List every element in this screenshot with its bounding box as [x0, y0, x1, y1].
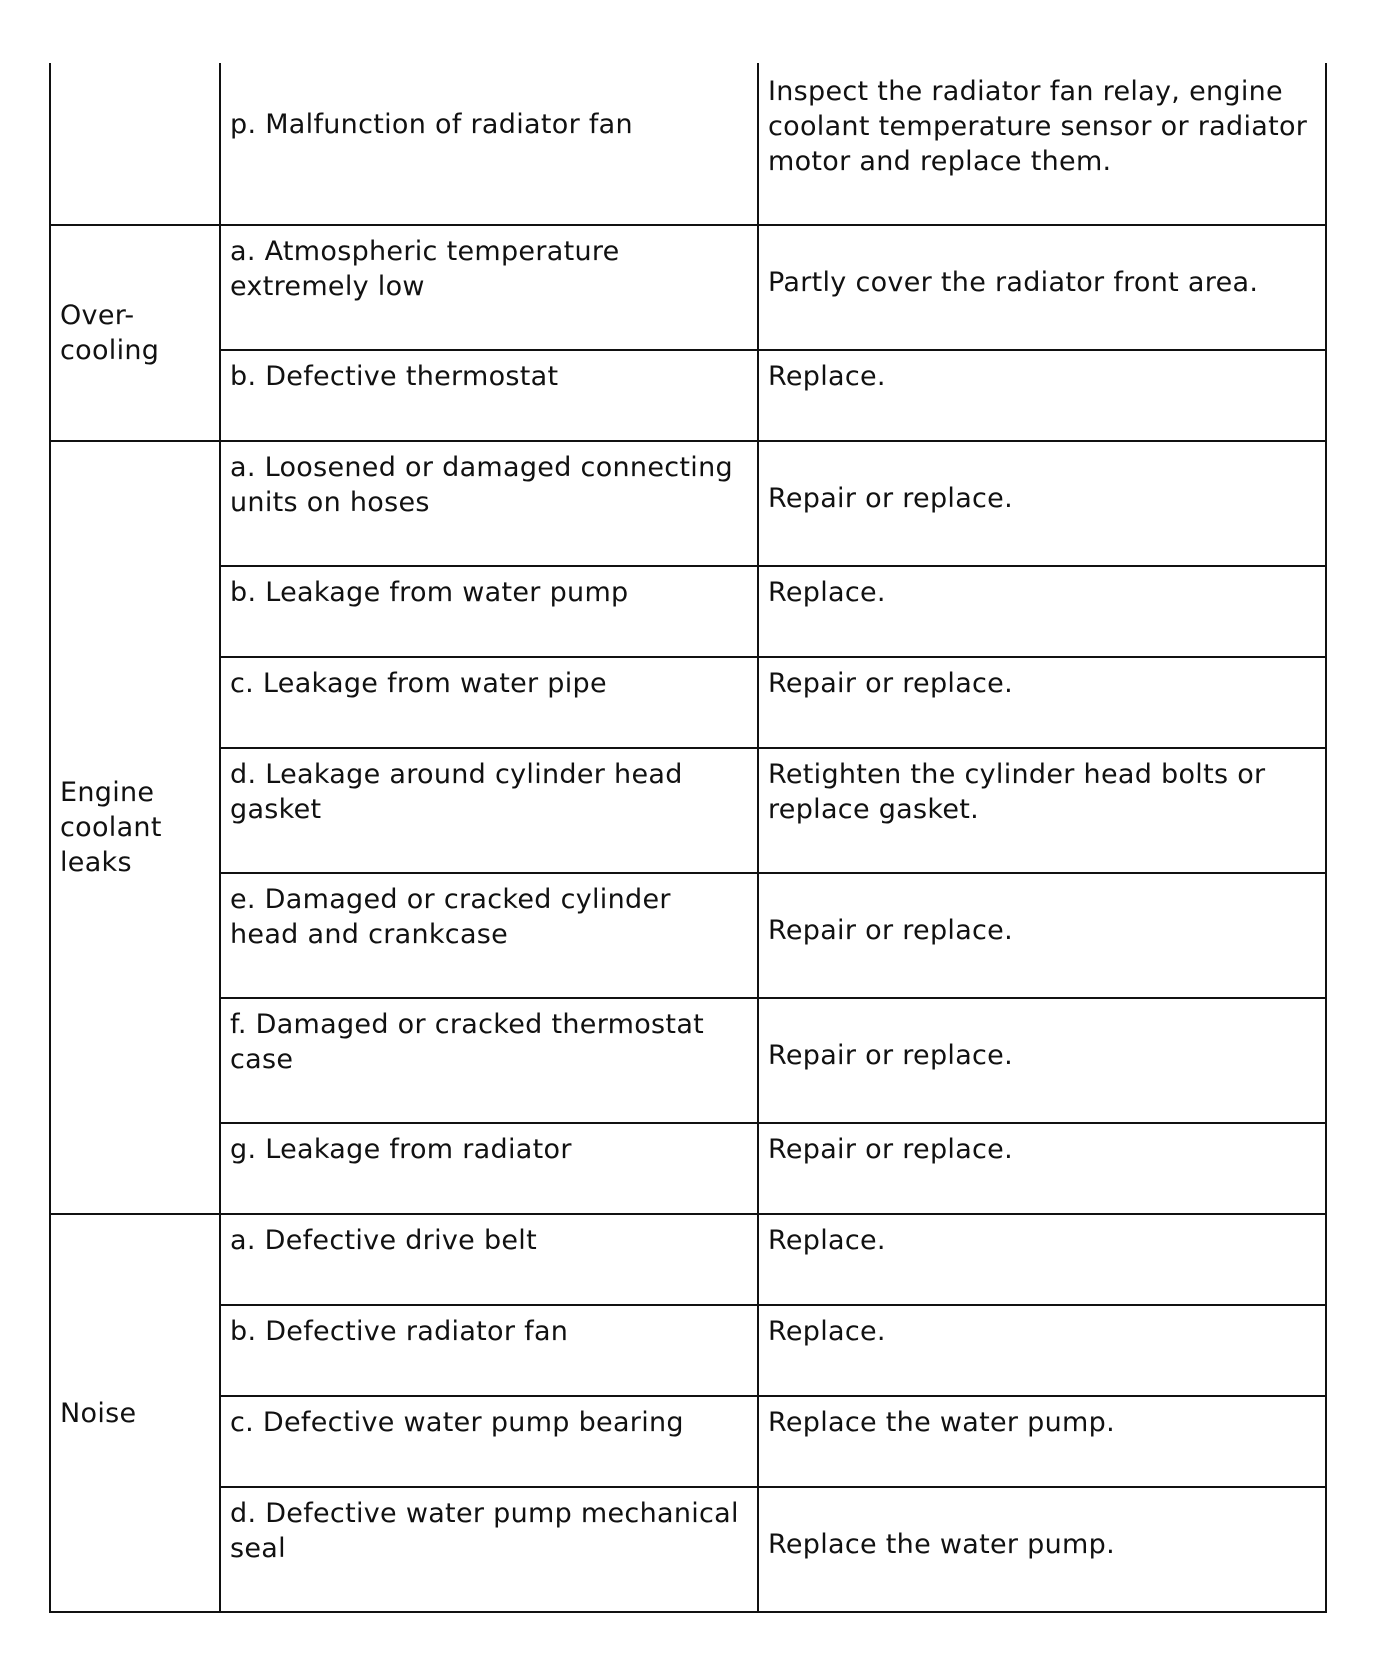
cause-cell: g. Leakage from radiator [220, 1123, 758, 1214]
remedy-cell: Repair or replace. [758, 657, 1326, 748]
cause-cell: p. Malfunction of radiator fan [220, 63, 758, 225]
remedy-cell: Replace the water pump. [758, 1487, 1326, 1612]
cause-cell: a. Atmospheric temperature extremely low [220, 225, 758, 350]
table-row [50, 1123, 1326, 1214]
table-row [50, 1487, 1326, 1612]
table-row [50, 1396, 1326, 1487]
cause-cell: b. Defective thermostat [220, 350, 758, 441]
remedy-cell: Repair or replace. [758, 873, 1326, 998]
cause-cell: e. Damaged or cracked cylinder head and crankcase [220, 873, 758, 998]
table-row [50, 566, 1326, 657]
table-row [50, 657, 1326, 748]
table-row [50, 998, 1326, 1123]
cause-cell: a. Loosened or damaged connecting units on hoses [220, 441, 758, 566]
remedy-cell: Repair or replace. [758, 441, 1326, 566]
remedy-cell: Partly cover the radiator front area. [758, 225, 1326, 350]
remedy-cell: Replace. [758, 566, 1326, 657]
cause-cell: c. Defective water pump bearing [220, 1396, 758, 1487]
remedy-cell: Replace. [758, 350, 1326, 441]
condition-cell: Engine coolant leaks [50, 441, 220, 1214]
table-row [50, 350, 1326, 441]
cause-cell: b. Leakage from water pump [220, 566, 758, 657]
table-row [50, 441, 1326, 566]
remedy-cell: Repair or replace. [758, 1123, 1326, 1214]
remedy-cell: Repair or replace. [758, 998, 1326, 1123]
cause-cell: b. Defective radiator fan [220, 1305, 758, 1396]
table-row [50, 225, 1326, 350]
condition-cell-empty [50, 63, 220, 225]
cause-cell: f. Damaged or cracked thermostat case [220, 998, 758, 1123]
remedy-cell: Replace the water pump. [758, 1396, 1326, 1487]
condition-cell: Over-cooling [50, 225, 220, 441]
table-row [50, 873, 1326, 998]
table-row [50, 63, 1326, 225]
cause-cell: d. Defective water pump mechanical seal [220, 1487, 758, 1612]
troubleshooting-table [49, 63, 1327, 1613]
cause-cell: a. Defective drive belt [220, 1214, 758, 1305]
table-row [50, 1305, 1326, 1396]
remedy-cell: Replace. [758, 1305, 1326, 1396]
remedy-cell: Replace. [758, 1214, 1326, 1305]
cause-cell: d. Leakage around cylinder head gasket [220, 748, 758, 873]
table-row [50, 748, 1326, 873]
remedy-cell: Inspect the radiator fan relay, engine coolant temperature sensor or radiator motor and replace them. [758, 63, 1326, 225]
table-row [50, 1214, 1326, 1305]
remedy-cell: Retighten the cylinder head bolts or replace gasket. [758, 748, 1326, 873]
condition-cell: Noise [50, 1214, 220, 1612]
cause-cell: c. Leakage from water pipe [220, 657, 758, 748]
